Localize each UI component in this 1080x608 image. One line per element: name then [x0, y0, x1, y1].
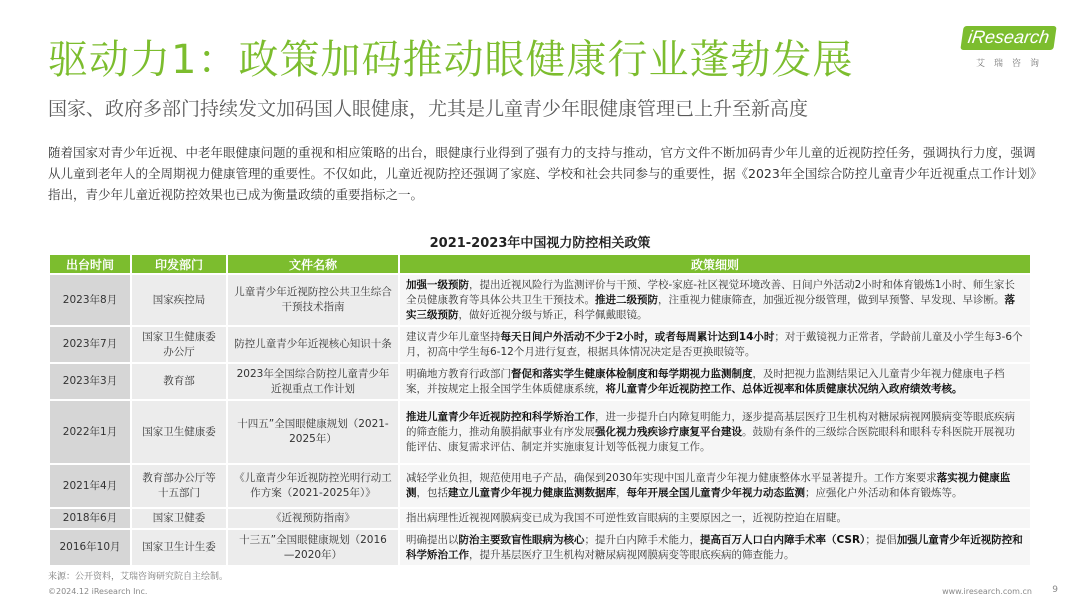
cell-detail	[400, 401, 1030, 463]
page-number: 9	[1052, 585, 1058, 595]
intro-paragraph: 随着国家对青少年近视、中老年眼健康问题的重视和相应策略的出台，眼健康行业得到了强有力的支持与推动，官方文件不断加码青少年儿童的近视防控任务，强调执行力度，强调从儿童到老年人的全周期视力健康管理的重要性。不仅如此，儿童近视防控还强调了家庭、学校和社会共同参与的重要性，据《2023年全国综合防控儿童青少年近视重点工作计划》指出，青少年儿童近视防控效果也已成为衡量政绩的重要指标之一。	[48, 145, 1037, 202]
detail-text: 减轻学业负担，规范使用电子产品，确保到2030年实现中国儿童青少年视力健康整体水平显著提升。工作方案要求	[406, 472, 937, 484]
copyright: ©2024.12 iResearch Inc.	[48, 587, 148, 596]
cell-dept: 国家疾控局	[132, 275, 226, 325]
table-title: 2021-2023年中国视力防控相关政策	[429, 236, 651, 251]
detail-text: 指出病理性近视视网膜病变已成为我国不可逆性致盲眼病的主要原因之一，近视防控迫在眉睫。	[406, 512, 847, 524]
detail-text: ，包括	[416, 487, 448, 499]
table-row	[50, 530, 1030, 565]
page-title: 驱动力1：政策加码推动眼健康行业蓬勃发展	[48, 37, 854, 83]
detail-text: ；对于戴镜视力正常者，学龄前儿童及小学生每3-6个月，初高中学生每6-12个月进行复查，根据具体情况决定是否更换眼镜等。	[406, 330, 1023, 358]
cell-detail	[400, 275, 1030, 325]
cell-detail	[400, 465, 1030, 507]
header-dept: 印发部门	[132, 255, 226, 273]
table-header-row	[50, 255, 1030, 273]
detail-highlight: 落实视力健康监测	[406, 472, 1011, 499]
detail-text: ，	[616, 487, 627, 499]
cell-doc: 防控儿童青少年近视核心知识十条	[228, 327, 398, 362]
cell-doc: 十三五”全国眼健康规划（2016—2020年）	[228, 530, 398, 565]
table-row	[50, 327, 1030, 362]
table-row	[50, 364, 1030, 399]
detail-text: ，进一步提升白内障复明能力，逐步提高基层医疗卫生机构对糖尿病视网膜病变等眼底疾病的筛查能力，推动角膜捐献事业有序发展	[406, 410, 1015, 438]
detail-text: ；提升白内障手术能力，	[584, 533, 700, 546]
detail-highlight: 将儿童青少年近视防控工作、总体近视率和体质健康状况纳入政府绩效考核。	[605, 382, 963, 395]
cell-detail	[400, 509, 1030, 528]
detail-text: ，做好近视分级与矫正，科学佩戴眼镜。	[458, 308, 648, 321]
cell-dept: 教育部办公厅等十五部门	[132, 465, 226, 507]
detail-highlight: 防治主要致盲性眼病为核心	[458, 533, 585, 546]
detail-highlight: 落实三级预防	[406, 293, 1015, 321]
table-row	[50, 401, 1030, 463]
iresearch-logo	[962, 26, 1050, 72]
cell-detail	[400, 327, 1030, 362]
table-row	[50, 275, 1030, 325]
detail-text: ，提出近视风险行为监测评价与干预、学校-家庭-社区视觉环境改善、日间户外活动2小时和体育锻炼1小时、师生家长全员健康教育等具体公共卫生干预技术。	[406, 278, 1015, 306]
detail-highlight: 加强儿童青少年近视防控和科学矫治工作	[406, 533, 1023, 561]
source-note: 来源：公开资料，艾瑞咨询研究院自主绘制。	[48, 572, 229, 582]
table-row	[50, 509, 1030, 528]
logo-chinese: 艾瑞咨询	[976, 59, 1049, 69]
detail-highlight: 强化视力残疾诊疗康复平台建设	[595, 425, 742, 438]
detail-text: ，及时把视力监测结果记入儿童青少年视力健康电子档案，并按规定上报全国学生体质健康系统，	[406, 367, 1005, 395]
table-row	[50, 465, 1030, 507]
logo-word: iResearch	[960, 26, 1056, 50]
cell-date: 2021年4月	[50, 465, 130, 507]
header-detail: 政策细则	[400, 255, 1030, 273]
header-doc: 文件名称	[228, 255, 398, 273]
detail-text: ，注重视力健康筛查，加强近视分级管理，做到早预警、早发现、早诊断。	[658, 293, 1005, 306]
cell-date: 2018年6月	[50, 509, 130, 528]
cell-dept: 国家卫生健康委	[132, 401, 226, 463]
cell-date: 2023年7月	[50, 327, 130, 362]
policy-table	[48, 253, 1032, 567]
detail-text: 明确地方教育行政部门	[406, 367, 511, 380]
cell-dept: 国家卫生计生委	[132, 530, 226, 565]
cell-date: 2023年8月	[50, 275, 130, 325]
cell-detail	[400, 364, 1030, 399]
detail-highlight: 加强一级预防	[406, 278, 469, 291]
cell-dept: 国家卫健委	[132, 509, 226, 528]
cell-dept: 国家卫生健康委办公厅	[132, 327, 226, 362]
detail-text: 建议青少年儿童坚持	[406, 330, 501, 343]
header-date: 出台时间	[50, 255, 130, 273]
detail-highlight: 督促和落实学生健康体检制度和每学期视力监测制度	[511, 367, 753, 380]
cell-doc: 十四五”全国眼健康规划（2021-2025年）	[228, 401, 398, 463]
cell-doc: 《近视预防指南》	[228, 509, 398, 528]
detail-highlight: 推进儿童青少年近视防控和科学矫治工作	[406, 410, 595, 423]
detail-highlight: 推进二级预防	[595, 293, 658, 306]
cell-doc: 2023年全国综合防控儿童青少年近视重点工作计划	[228, 364, 398, 399]
detail-text: ，提升基层医疗卫生机构对糖尿病视网膜病变等眼底疾病的筛查能力。	[469, 548, 795, 561]
detail-text: 。鼓励有条件的三级综合医院眼科和眼科专科医院开展视功能评估、康复需求评估、制定并实施康复计划等低视力康复工作。	[406, 425, 1015, 453]
detail-highlight: 建立儿童青少年视力健康监测数据库	[448, 487, 616, 499]
detail-highlight: 每天日间户外活动不少于2小时，或者每周累计达到14小时	[500, 330, 775, 343]
detail-text: 明确提出以	[406, 533, 459, 546]
detail-text: ；提倡	[865, 533, 897, 546]
detail-highlight: 提高百万人口白内障手术率（CSR）	[700, 533, 866, 546]
cell-date: 2016年10月	[50, 530, 130, 565]
cell-dept: 教育部	[132, 364, 226, 399]
cell-doc: 儿童青少年近视防控公共卫生综合干预技术指南	[228, 275, 398, 325]
cell-doc: 《儿童青少年近视防控光明行动工作方案（2021-2025年）》	[228, 465, 398, 507]
cell-date: 2023年3月	[50, 364, 130, 399]
website: www.iresearch.com.cn	[942, 587, 1032, 596]
detail-highlight: 每年开展全国儿童青少年视力动态监测	[626, 487, 805, 499]
page-subtitle: 国家、政府多部门持续发文加码国人眼健康，尤其是儿童青少年眼健康管理已上升至新高度	[48, 98, 809, 120]
cell-date: 2022年1月	[50, 401, 130, 463]
detail-text: ；应强化户外活动和体育锻炼等。	[805, 487, 963, 499]
cell-detail	[400, 530, 1030, 565]
